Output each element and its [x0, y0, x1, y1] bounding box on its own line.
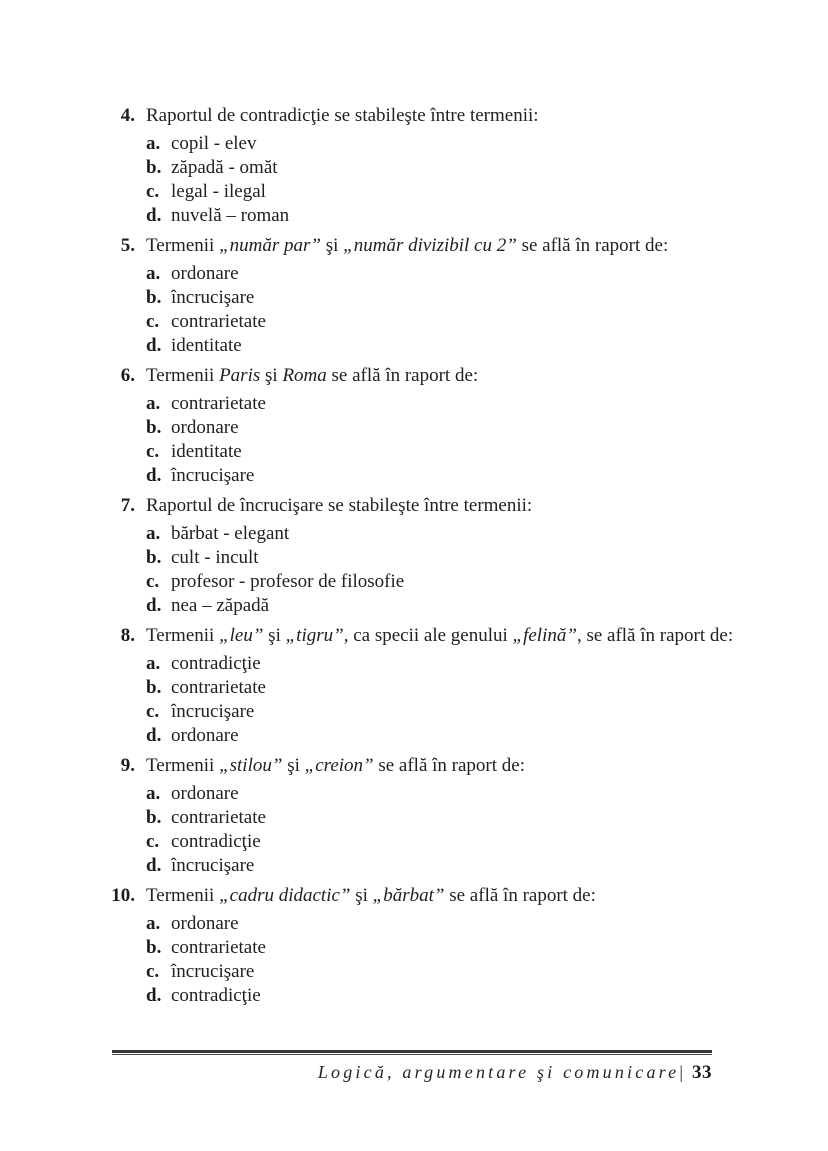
footer-page-number: 33 — [692, 1062, 712, 1083]
answer-option — [146, 854, 745, 878]
option-letter: d. — [146, 335, 162, 356]
option-text: bărbat - elegant — [171, 523, 290, 544]
prompt-segment: „cadru didactic” — [219, 885, 351, 906]
prompt-segment: Raportul de contradicţie se stabileşte între termenii: — [146, 105, 539, 126]
prompt-segment: „număr par” — [219, 235, 321, 256]
question-block — [105, 753, 745, 878]
option-letter: b. — [146, 547, 162, 568]
option-text: ordonare — [171, 783, 239, 804]
option-text: contrarietate — [171, 393, 266, 414]
prompt-segment: şi — [282, 755, 305, 776]
prompt-segment: şi — [260, 365, 283, 386]
prompt-segment: Termenii — [146, 235, 220, 256]
option-letter: a. — [146, 523, 161, 544]
option-letter: c. — [146, 571, 160, 592]
answer-option — [146, 570, 745, 594]
option-text: ordonare — [171, 263, 239, 284]
option-letter: b. — [146, 417, 162, 438]
question-heading — [105, 623, 745, 649]
question-number: 8. — [120, 625, 135, 646]
question-options — [146, 652, 745, 748]
question-prompt — [146, 103, 745, 129]
option-letter: b. — [146, 157, 162, 178]
footer-separator: | — [679, 1062, 683, 1082]
option-letter: c. — [146, 181, 160, 202]
option-text: cult - incult — [171, 547, 259, 568]
option-letter: d. — [146, 855, 162, 876]
option-letter: a. — [146, 653, 161, 674]
option-letter: a. — [146, 133, 161, 154]
question-number: 4. — [120, 105, 135, 126]
question-options — [146, 262, 745, 358]
option-text: contradicţie — [171, 985, 261, 1006]
option-text: încrucişare — [171, 465, 255, 486]
option-text: încrucişare — [171, 701, 255, 722]
prompt-segment: se află în raport de: — [516, 235, 669, 256]
option-text: contradicţie — [171, 831, 261, 852]
question-block — [105, 363, 745, 488]
option-text: contradicţie — [171, 653, 261, 674]
option-text: ordonare — [171, 913, 239, 934]
prompt-segment: „număr divizibil cu 2” — [343, 235, 517, 256]
option-text: identitate — [171, 441, 242, 462]
answer-option — [146, 262, 745, 286]
prompt-segment: Raportul de încrucişare se stabileşte între termenii: — [146, 495, 533, 516]
question-heading — [105, 103, 745, 129]
option-text: ordonare — [171, 417, 239, 438]
question-block — [105, 883, 745, 1008]
prompt-segment: „tigru” — [285, 625, 344, 646]
option-text: nea – zăpadă — [171, 595, 270, 616]
question-number: 5. — [120, 235, 135, 256]
footer-text — [112, 1062, 712, 1084]
page-footer — [112, 1050, 712, 1084]
prompt-segment: şi — [350, 885, 373, 906]
answer-option — [146, 830, 745, 854]
answer-option — [146, 984, 745, 1008]
option-text: zăpadă - omăt — [171, 157, 278, 178]
option-letter: d. — [146, 725, 162, 746]
answer-option — [146, 594, 745, 618]
question-prompt — [146, 363, 745, 389]
question-prompt — [146, 493, 745, 519]
prompt-segment: Termenii — [146, 365, 220, 386]
answer-option — [146, 522, 745, 546]
option-text: contrarietate — [171, 311, 266, 332]
option-text: ordonare — [171, 725, 239, 746]
question-prompt — [146, 623, 745, 649]
option-letter: a. — [146, 783, 161, 804]
question-options — [146, 132, 745, 228]
option-letter: c. — [146, 701, 160, 722]
question-number: 7. — [120, 495, 135, 516]
prompt-segment: Termenii — [146, 755, 220, 776]
option-text: încrucişare — [171, 287, 255, 308]
option-text: copil - elev — [171, 133, 257, 154]
questions-list — [105, 103, 745, 1013]
prompt-segment: „creion” — [304, 755, 374, 776]
option-text: profesor - profesor de filosofie — [171, 571, 405, 592]
prompt-segment: , se află în raport de: — [576, 625, 734, 646]
option-letter: d. — [146, 465, 162, 486]
question-number: 6. — [120, 365, 135, 386]
option-letter: a. — [146, 393, 161, 414]
answer-option — [146, 440, 745, 464]
option-text: legal - ilegal — [171, 181, 266, 202]
question-number: 10. — [111, 885, 135, 906]
question-heading — [105, 883, 745, 909]
answer-option — [146, 912, 745, 936]
option-letter: d. — [146, 595, 162, 616]
answer-option — [146, 960, 745, 984]
prompt-segment: se află în raport de: — [373, 755, 525, 776]
option-letter: c. — [146, 961, 160, 982]
option-letter: c. — [146, 441, 160, 462]
prompt-segment: se află în raport de: — [444, 885, 596, 906]
prompt-segment: „bărbat” — [372, 885, 445, 906]
option-text: încrucişare — [171, 855, 255, 876]
prompt-segment: , ca specii ale genului — [343, 625, 513, 646]
prompt-segment: Roma — [282, 365, 327, 386]
option-letter: a. — [146, 913, 161, 934]
answer-option — [146, 180, 745, 204]
answer-option — [146, 392, 745, 416]
question-options — [146, 782, 745, 878]
option-letter: b. — [146, 287, 162, 308]
question-heading — [105, 363, 745, 389]
answer-option — [146, 334, 745, 358]
option-text: contrarietate — [171, 807, 266, 828]
option-text: identitate — [171, 335, 242, 356]
answer-option — [146, 700, 745, 724]
option-text: contrarietate — [171, 677, 266, 698]
question-number: 9. — [120, 755, 135, 776]
option-letter: c. — [146, 831, 160, 852]
question-block — [105, 103, 745, 228]
prompt-segment: Termenii — [146, 625, 220, 646]
option-letter: d. — [146, 985, 162, 1006]
question-options — [146, 392, 745, 488]
option-text: nuvelă – roman — [171, 205, 290, 226]
option-letter: c. — [146, 311, 160, 332]
answer-option — [146, 936, 745, 960]
question-heading — [105, 233, 745, 259]
question-prompt — [146, 883, 745, 909]
answer-option — [146, 310, 745, 334]
question-prompt — [146, 753, 745, 779]
answer-option — [146, 652, 745, 676]
answer-option — [146, 286, 745, 310]
prompt-segment: se află în raport de: — [326, 365, 479, 386]
option-letter: b. — [146, 677, 162, 698]
option-letter: a. — [146, 263, 161, 284]
option-letter: b. — [146, 807, 162, 828]
answer-option — [146, 204, 745, 228]
answer-option — [146, 724, 745, 748]
question-block — [105, 623, 745, 748]
prompt-segment: „stilou” — [219, 755, 283, 776]
option-letter: b. — [146, 937, 162, 958]
option-text: contrarietate — [171, 937, 266, 958]
option-letter: d. — [146, 205, 162, 226]
answer-option — [146, 676, 745, 700]
question-options — [146, 522, 745, 618]
answer-option — [146, 416, 745, 440]
option-text: încrucişare — [171, 961, 255, 982]
footer-book-title: Logică, argumentare şi comunicare — [317, 1062, 680, 1082]
prompt-segment: şi — [263, 625, 286, 646]
prompt-segment: Paris — [219, 365, 261, 386]
answer-option — [146, 156, 745, 180]
footer-rule-thick — [112, 1050, 712, 1053]
answer-option — [146, 806, 745, 830]
prompt-segment: „felină” — [512, 625, 577, 646]
prompt-segment: Termenii — [146, 885, 220, 906]
prompt-segment: şi — [320, 235, 344, 256]
question-heading — [105, 493, 745, 519]
question-options — [146, 912, 745, 1008]
answer-option — [146, 546, 745, 570]
answer-option — [146, 782, 745, 806]
answer-option — [146, 132, 745, 156]
footer-rule-thin — [112, 1054, 712, 1055]
answer-option — [146, 464, 745, 488]
question-block — [105, 233, 745, 358]
question-heading — [105, 753, 745, 779]
question-prompt — [146, 233, 745, 259]
question-block — [105, 493, 745, 618]
prompt-segment: „leu” — [219, 625, 264, 646]
